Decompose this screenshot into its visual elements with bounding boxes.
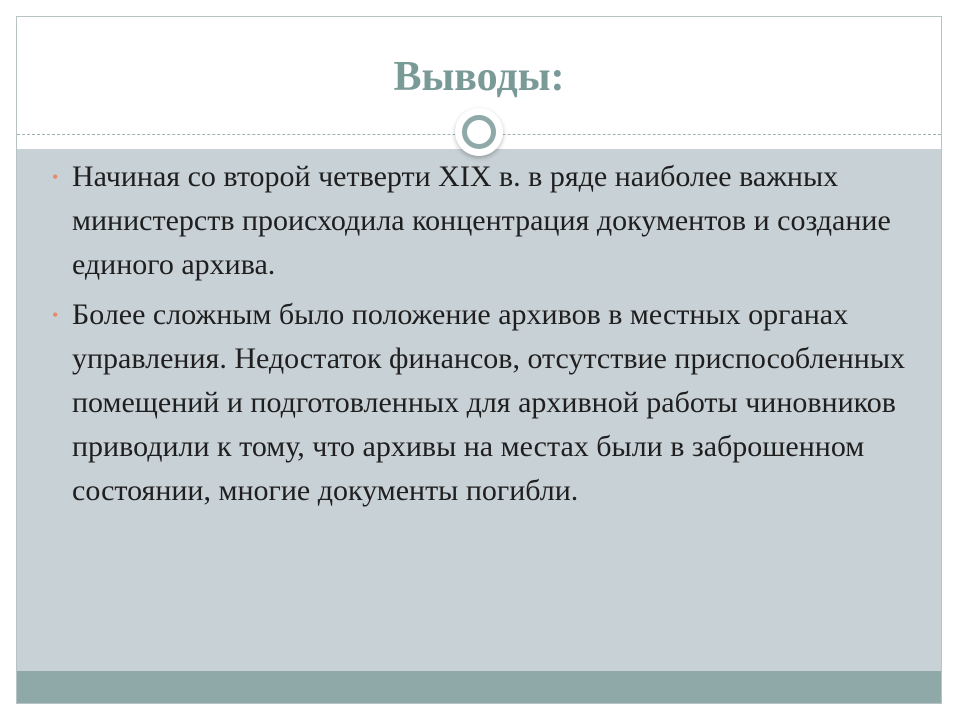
bullet-text: Более сложным было положение архивов в местных органах управления. Недостаток финансов, отсутствие приспособленных помещений и подготовленных для архивной работы чиновников приводили к тому, что архивы на местах были в заброшенном состоянии, многие документы погибли. [72, 298, 905, 507]
bullet-item [52, 293, 912, 513]
circle-ornament-icon [455, 108, 503, 156]
bullet-dot-icon: • [52, 167, 59, 187]
bullet-list [52, 155, 912, 519]
slide-title: Выводы: [393, 54, 565, 100]
bullet-dot-icon: • [52, 305, 59, 325]
bottom-accent-band [17, 671, 941, 704]
bullet-item [52, 155, 912, 287]
bullet-text: Начиная со второй четверти XIX в. в ряде наиболее важных министерств происходила концентрация документов и создание единого архива. [72, 160, 891, 281]
